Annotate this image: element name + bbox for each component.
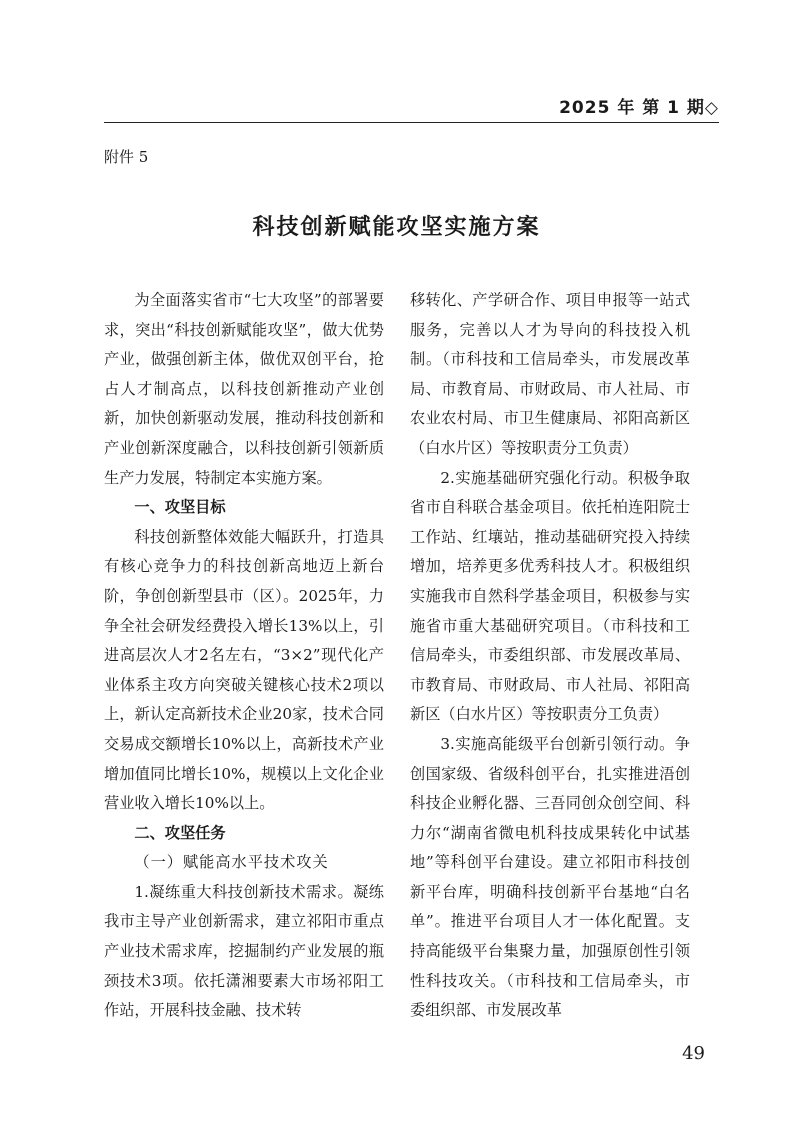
diamond-icon: ◇ [704, 98, 719, 118]
task-paragraph-1: 1.凝练重大科技创新技术需求。凝练我市主导产业创新需求，建立祁阳市重点产业技术需求库，挖掘制约产业发展的瓶颈技术3项。依托潇湘要素大市场祁阳工作站，开展科技金融、技术转 [104, 882, 384, 1020]
page-number: 49 [682, 1043, 705, 1064]
task-paragraph-1-continued: 移转化、产学研合作、项目申报等一站式服务，完善以人才为导向的科技投入机制。（市科技和工信局牵头，市发展改革局、市教育局、市财政局、市人社局、市农业农村局、市卫生健康局、祁阳高新区（白水片区）等按职责分工负责） [410, 291, 690, 457]
task-paragraph-2: 2.实施基础研究强化行动。积极争取省市自科联合基金项目。依托柏连阳院士工作站、红壤站，推动基础研究投入持续增加，培养更多优秀科技人才。积极组织实施我市自然科学基金项目，积极参与实施省市重大基础研究项目。（市科技和工信局牵头，市委组织部、市发展改革局、市教育局、市财政局、市人社局、祁阳高新区（白水片区）等按职责分工负责） [410, 468, 690, 724]
task-paragraph-3: 3.实施高能级平台创新引领行动。争创国家级、省级科创平台，扎实推进浯创科技企业孵化器、三吾同创众创空间、科力尔“湖南省微电机科技成果转化中试基地”等科创平台建设。建立祁阳市科技创新平台库，明确科技创新平台基地“白名单”。推进平台项目人才一体化配置。支持高能级平台集聚力量，加强原创性引领性科技攻关。（市科技和工信局牵头，市委组织部、市发展改革 [410, 734, 690, 1020]
intro-paragraph: 为全面落实省市“七大攻坚”的部署要求，突出“科技创新赋能攻坚”，做大优势产业，做强创新主体，做优双创平台，抢占人才制高点，以科技创新推动产业创新，加快创新驱动发展，推动科技创新和产业创新深度融合，以科技创新引领新质生产力发展，特制定本实施方案。 [104, 291, 384, 487]
header-divider [104, 122, 719, 123]
section-heading-tasks: 二、攻坚任务 [134, 823, 226, 842]
attachment-label: 附件 5 [104, 148, 149, 166]
issue-header [559, 93, 719, 118]
right-column [410, 286, 690, 1026]
section-heading-goals: 一、攻坚目标 [134, 498, 226, 517]
subsection-heading: （一）赋能高水平技术攻关 [134, 853, 329, 872]
document-title: 科技创新赋能攻坚实施方案 [252, 214, 541, 240]
goals-paragraph: 科技创新整体效能大幅跃升，打造具有核心竞争力的科技创新高地迈上新台阶，争创创新型县市（区）。2025年，力争全社会研发经费投入增长13%以上，引进高层次人才2名左右，“3×2”现代化产业体系主攻方向突破关键核心技术2项以上，新认定高新技术企业20家，技术合同交易成交额增长10%以上，高新技术产业增加值同比增长10%，规模以上文化企业营业收入增长10%以上。 [104, 527, 384, 813]
issue-label: 2025 年 第 1 期 [559, 98, 705, 118]
left-column [104, 286, 384, 1026]
